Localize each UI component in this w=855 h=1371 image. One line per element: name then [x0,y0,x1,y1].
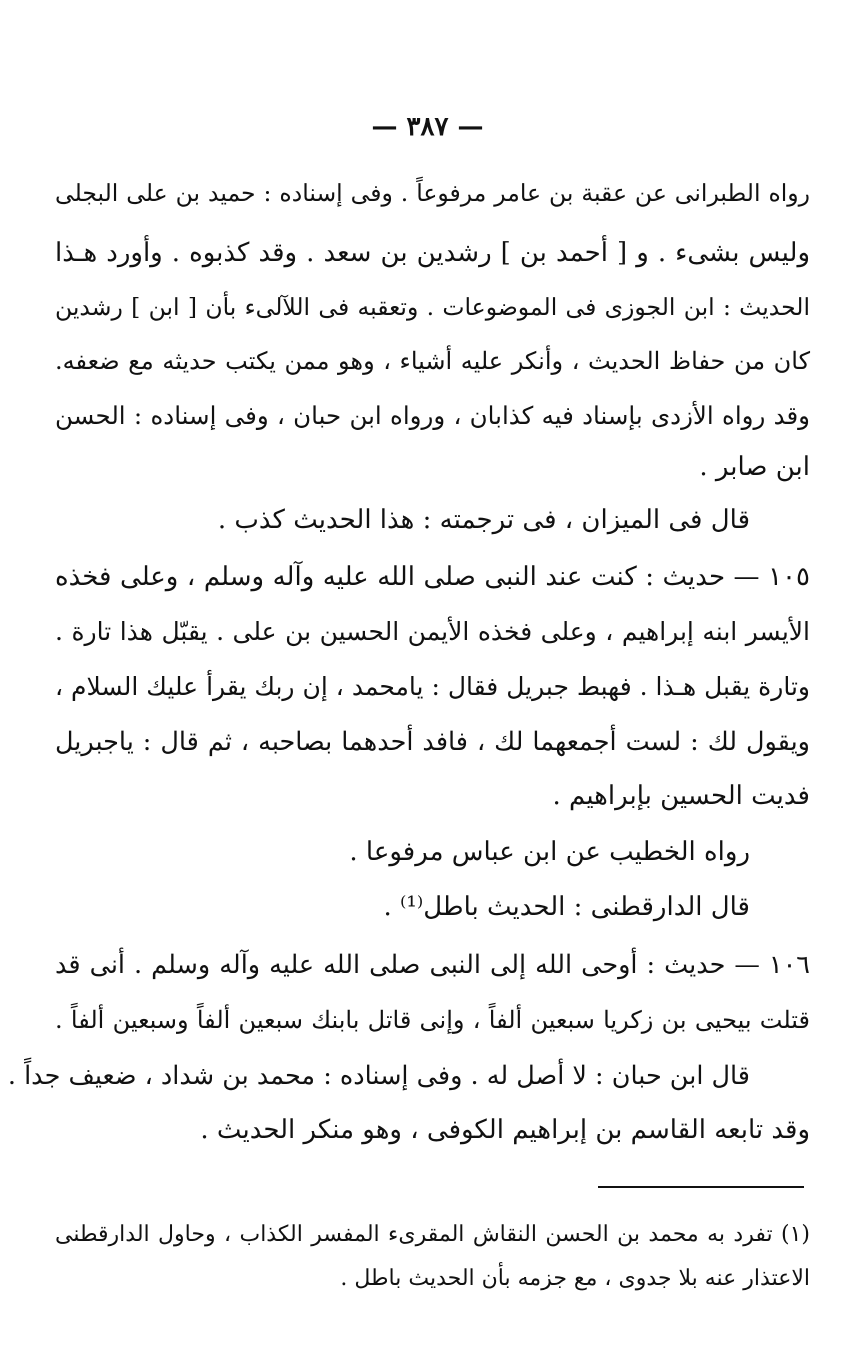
text-line: الأيسر ابنه إبراهيم ، وعلى فخذه الأيمن الحسين بن على . يقبّل هذا تارة . [55,617,810,646]
text-line: ويقول لك : لست أجمعهما لك ، فافد أحدهما بصاحبه ، ثم قال : ياجبريل [55,727,810,757]
text-line: الحديث : ابن الجوزى فى الموضوعات . وتعقبه فى اللآلىء بأن [ ابن ] رشدين [55,293,810,321]
text-line: قال فى الميزان ، فى ترجمته : هذا الحديث كذب . [217,505,750,535]
page-number: — ٣٨٧ — [371,112,484,142]
text-line: فديت الحسين بإبراهيم . [552,781,810,811]
footnote-divider [598,1186,804,1188]
text-line: كان من حفاظ الحديث ، وأنكر عليه أشياء ، وهو ممن يكتب حديثه مع ضعفه. [55,347,810,375]
text-line: وليس بشىء . و [ أحمد بن ] رشدين بن سعد . وقد كذبوه . وأورد هـذا [55,238,810,268]
text-line: قتلت بيحيى بن زكريا سبعين ألفاً ، وإنى قاتل بابنك سبعين ألفاً وسبعين ألفاً . [55,1006,811,1034]
text-line: وتارة يقبل هـذا . فهبط جبريل فقال : يامحمد ، إن ربك يقرأ عليك السلام ، [55,672,810,701]
text-line: وقد رواه الأزدى بإسناد فيه كذابان ، ورواه ابن حبان ، وفى إسناده : الحسن [55,401,810,430]
text-line: قال ابن حبان : لا أصل له . وفى إسناده : محمد بن شداد ، ضعيف جداً . [7,1061,750,1091]
text-line: رواه الخطيب عن ابن عباس مرفوعا . [349,837,750,867]
text-line: قال الدارقطنى : الحديث باطل⁽¹⁾ . [383,892,750,922]
hadith-105-heading: ١٠٥ — حديث : كنت عند النبى صلى الله عليه وآله وسلم ، وعلى فخذه [55,562,810,592]
hadith-106-heading: ١٠٦ — حديث : أوحى الله إلى النبى صلى الله عليه وآله وسلم . أنى قد [55,950,810,980]
footnote-line: الاعتذار عنه بلا جدوى ، مع جزمه بأن الحديث باطل . [340,1266,810,1291]
text-line: رواه الطبرانى عن عقبة بن عامر مرفوعاً . وفى إسناده : حميد بن على البجلى [55,179,810,207]
footnote-line: (١) تفرد به محمد بن الحسن النقاش المقرىء المفسر الكذاب ، وحاول الدارقطنى [55,1222,810,1247]
text-line: ابن صابر . [699,452,810,482]
text-line: وقد تابعه القاسم بن إبراهيم الكوفى ، وهو منكر الحديث . [200,1115,810,1145]
